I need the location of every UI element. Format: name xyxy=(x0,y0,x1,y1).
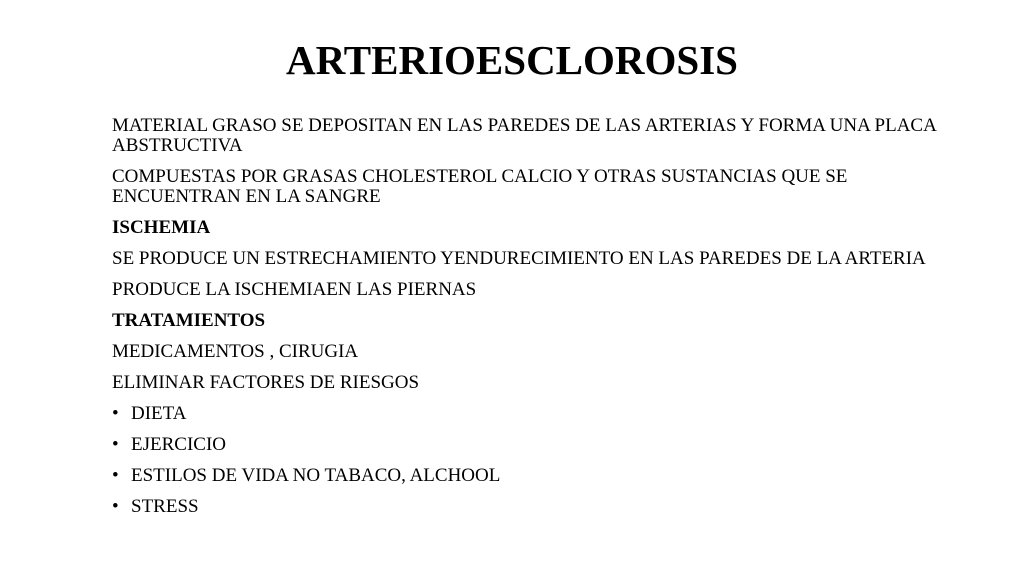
paragraph-placa: MATERIAL GRASO SE DEPOSITAN EN LAS PAREDES DE LAS ARTERIAS Y FORMA UNA PLACA ABSTRUCTIVA xyxy=(112,115,936,156)
paragraph-piernas: PRODUCE LA ISCHEMIAEN LAS PIERNAS xyxy=(112,279,477,300)
bullet-list xyxy=(112,404,962,517)
paragraph-estrechamiento: SE PRODUCE UN ESTRECHAMIENTO YENDURECIMIENTO EN LAS PAREDES DE LA ARTERIA xyxy=(112,248,926,269)
slide-body xyxy=(112,116,962,528)
paragraph-factores: ELIMINAR FACTORES DE RIESGOS xyxy=(112,372,420,393)
list-item-text: DIETA xyxy=(131,403,187,424)
heading-ischemia: ISCHEMIA xyxy=(112,217,211,238)
list-item xyxy=(112,404,962,424)
list-item-text: EJERCICIO xyxy=(131,434,226,455)
bullet-icon: • xyxy=(112,434,119,455)
list-item-text: ESTILOS DE VIDA NO TABACO, ALCHOOL xyxy=(131,465,501,486)
bullet-icon: • xyxy=(112,496,119,517)
list-item-text: STRESS xyxy=(131,496,199,517)
paragraph-compuestas: COMPUESTAS POR GRASAS CHOLESTEROL CALCIO Y OTRAS SUSTANCIAS QUE SE ENCUENTRAN EN LA SANGRE xyxy=(112,166,848,207)
bullet-icon: • xyxy=(112,465,119,486)
list-item xyxy=(112,435,962,455)
paragraph-medicamentos: MEDICAMENTOS , CIRUGIA xyxy=(112,341,359,362)
slide-title: ARTERIOESCLOROSIS xyxy=(286,37,738,83)
bullet-icon: • xyxy=(112,403,119,424)
heading-tratamientos: TRATAMIENTOS xyxy=(112,310,266,331)
list-item xyxy=(112,466,962,486)
list-item xyxy=(112,497,962,517)
